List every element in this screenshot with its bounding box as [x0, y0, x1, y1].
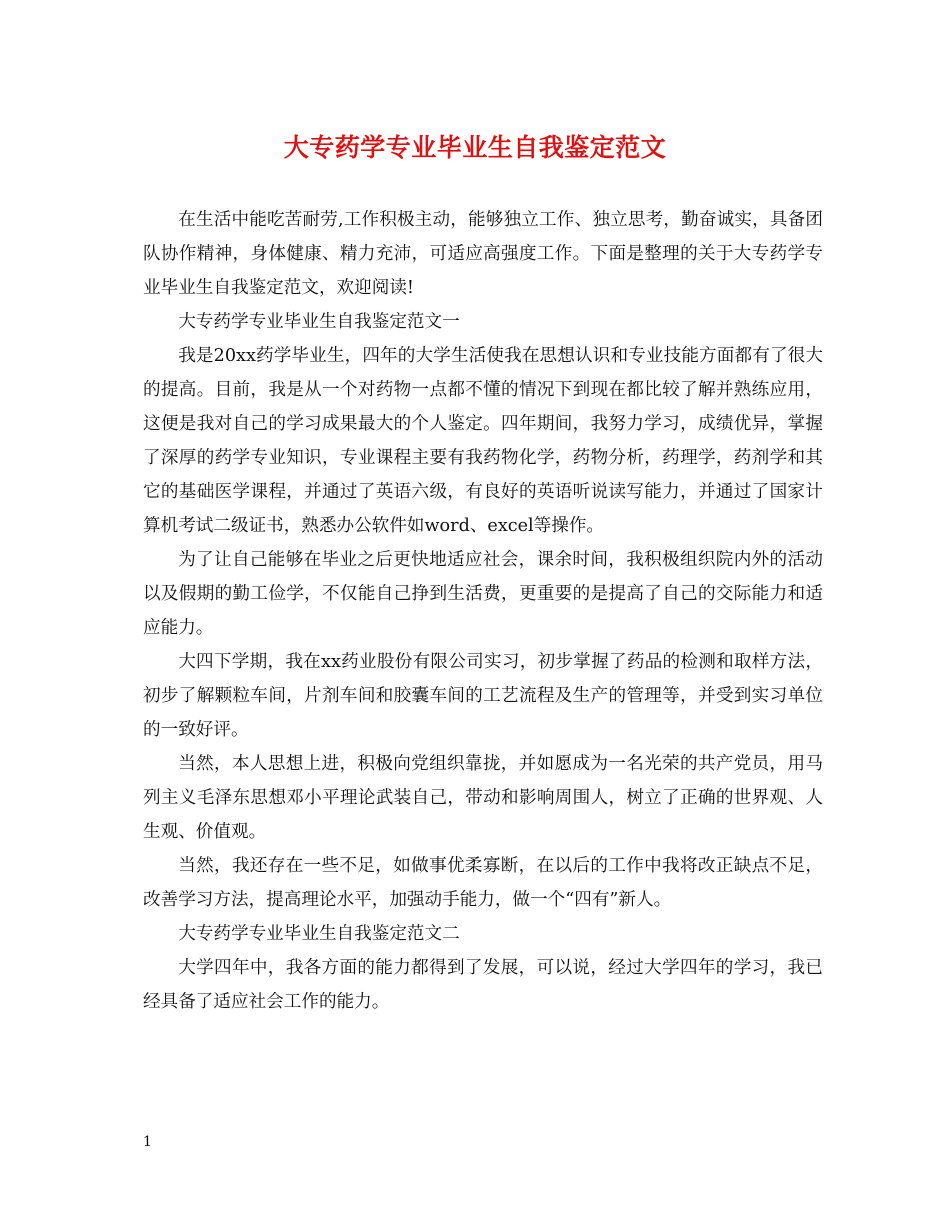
page-number: 1: [143, 1134, 152, 1150]
page-title: 大专药学专业毕业生自我鉴定范文: [283, 133, 667, 162]
body-paragraph: 当然，我还存在一些不足，如做事优柔寡断，在以后的工作中我将改正缺点不足，改善学习方法，提高理论水平，加强动手能力，做一个“四有”新人。: [143, 856, 823, 910]
intro-paragraph: 在生活中能吃苦耐劳,工作积极主动，能够独立工作、独立思考，勤奋诚实，具备团队协作精神，身体健康、精力充沛，可适应高强度工作。下面是整理的关于大专药学专业毕业生自我鉴定范文，欢迎阅读!: [143, 210, 823, 298]
body-paragraph: 大学四年中，我各方面的能力都得到了发展，可以说，经过大学四年的学习，我已经具备了适应社会工作的能力。: [143, 958, 823, 1012]
body-paragraph: 我是20xx药学毕业生，四年的大学生活使我在思想认识和专业技能方面都有了很大的提高。目前，我是从一个对药物一点都不懂的情况下到现在都比较了解并熟练应用，这便是我对自己的学习成果最大的个人鉴定。四年期间，我努力学习，成绩优异，掌握了深厚的药学专业知识，专业课程主要有我药物化学，药物分析，药理学，药剂学和其它的基础医学课程，并通过了英语六级，有良好的英语听说读写能力，并通过了国家计算机考试二级证书，熟悉办公软件如word、excel等操作。: [143, 346, 823, 536]
document-body: [143, 203, 823, 1019]
body-paragraph: 大四下学期，我在xx药业股份有限公司实习，初步掌握了药品的检测和取样方法，初步了解颗粒车间，片剂车间和胶囊车间的工艺流程及生产的管理等，并受到实习单位的一致好评。: [143, 652, 823, 740]
body-paragraph: 为了让自己能够在毕业之后更快地适应社会，课余时间，我积极组织院内外的活动以及假期的勤工俭学，不仅能自己挣到生活费，更重要的是提高了自己的交际能力和适应能力。: [143, 550, 823, 638]
section-heading-1: 大专药学专业毕业生自我鉴定范文一: [178, 312, 460, 332]
body-paragraph: 当然，本人思想上进，积极向党组织靠拢，并如愿成为一名光荣的共产党员，用马列主义毛泽东思想邓小平理论武装自己，带动和影响周围人，树立了正确的世界观、人生观、价值观。: [143, 754, 823, 842]
section-heading-2: 大专药学专业毕业生自我鉴定范文二: [178, 924, 460, 944]
